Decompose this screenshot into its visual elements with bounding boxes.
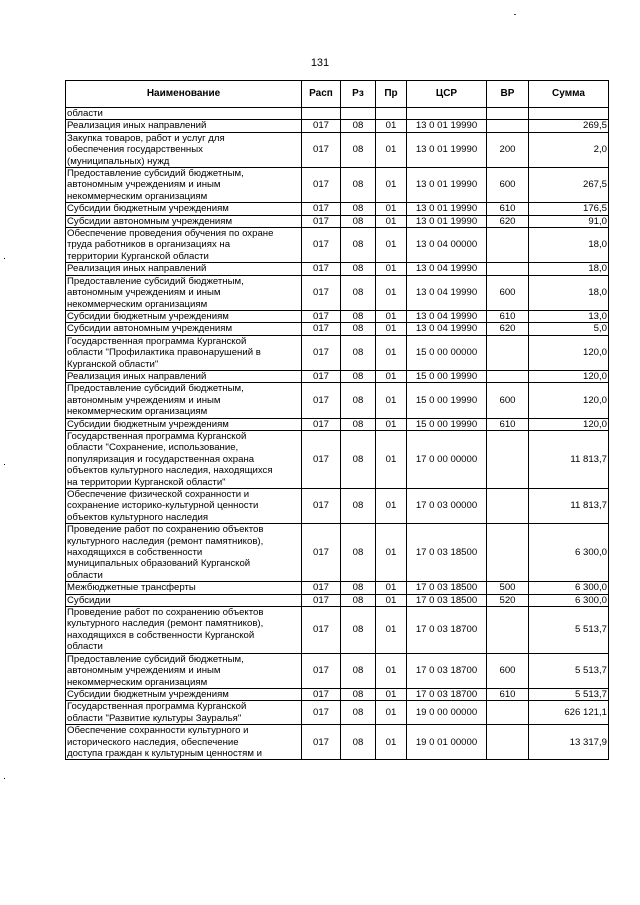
table-row	[66, 370, 609, 382]
cell-vr	[487, 370, 529, 382]
table-header-row	[66, 81, 609, 108]
cell-vr: 610	[487, 418, 529, 430]
cell-name: Предоставление субсидий бюджетным, автономным учреждениям и иным некоммерческим организациям	[66, 653, 302, 688]
cell-rasp: 017	[302, 203, 341, 215]
table-row	[66, 594, 609, 606]
cell-vr	[487, 524, 529, 582]
table-row	[66, 430, 609, 488]
cell-csr: 15 0 00 19990	[407, 383, 487, 418]
cell-csr: 13 0 01 19990	[407, 120, 487, 132]
margin-mark	[4, 464, 5, 465]
cell-pr: 01	[376, 524, 407, 582]
cell-csr: 13 0 01 19990	[407, 215, 487, 227]
cell-sum: 5,0	[529, 323, 609, 335]
cell-vr: 200	[487, 132, 529, 167]
cell-pr: 01	[376, 653, 407, 688]
cell-name: Государственная программа Курганской области "Развитие культуры Зауралья"	[66, 701, 302, 725]
cell-pr: 01	[376, 370, 407, 382]
cell-csr: 13 0 04 19990	[407, 275, 487, 310]
cell-sum: 11 813,7	[529, 489, 609, 524]
cell-sum: 176,5	[529, 203, 609, 215]
cell-vr	[487, 108, 529, 120]
cell-pr: 01	[376, 688, 407, 700]
cell-rasp: 017	[302, 582, 341, 594]
cell-csr: 17 0 03 18500	[407, 524, 487, 582]
cell-rasp: 017	[302, 263, 341, 275]
cell-name: Реализация иных направлений	[66, 120, 302, 132]
cell-pr	[376, 108, 407, 120]
table-row	[66, 310, 609, 322]
cell-vr	[487, 607, 529, 654]
table-row	[66, 725, 609, 760]
cell-name: Субсидии бюджетным учреждениям	[66, 203, 302, 215]
cell-name: Закупка товаров, работ и услуг для обеспечения государственных (муниципальных) нужд	[66, 132, 302, 167]
cell-vr	[487, 335, 529, 370]
cell-csr: 17 0 03 18500	[407, 582, 487, 594]
cell-name: Проведение работ по сохранению объектов культурного наследия (ремонт памятников), находящихся в собственности муниципальных образований Курганской области	[66, 524, 302, 582]
cell-pr: 01	[376, 168, 407, 203]
cell-rz: 08	[341, 383, 376, 418]
header-rz: Рз	[341, 81, 376, 108]
cell-csr: 13 0 01 19990	[407, 168, 487, 203]
cell-rasp: 017	[302, 168, 341, 203]
cell-rasp: 017	[302, 418, 341, 430]
cell-sum: 11 813,7	[529, 430, 609, 488]
cell-rz: 08	[341, 370, 376, 382]
header-rasp: Расп	[302, 81, 341, 108]
cell-rz: 08	[341, 524, 376, 582]
cell-csr: 19 0 01 00000	[407, 725, 487, 760]
cell-csr: 13 0 01 19990	[407, 132, 487, 167]
table-row	[66, 418, 609, 430]
cell-sum: 120,0	[529, 383, 609, 418]
table-row	[66, 108, 609, 120]
table-row	[66, 524, 609, 582]
cell-vr	[487, 228, 529, 263]
table-row	[66, 168, 609, 203]
cell-csr: 17 0 03 18700	[407, 653, 487, 688]
cell-rasp: 017	[302, 524, 341, 582]
cell-name: Реализация иных направлений	[66, 263, 302, 275]
cell-rz: 08	[341, 310, 376, 322]
cell-pr: 01	[376, 263, 407, 275]
cell-csr: 17 0 03 18700	[407, 688, 487, 700]
cell-name: Обеспечение проведения обучения по охране труда работников в организациях на территории Курганской области	[66, 228, 302, 263]
cell-pr: 01	[376, 215, 407, 227]
cell-rasp: 017	[302, 701, 341, 725]
cell-vr	[487, 725, 529, 760]
cell-rz: 08	[341, 263, 376, 275]
cell-name: Обеспечение сохранности культурного и исторического наследия, обеспечение доступа граждан к культурным ценностям и	[66, 725, 302, 760]
cell-rasp: 017	[302, 489, 341, 524]
cell-sum: 13 317,9	[529, 725, 609, 760]
cell-vr: 600	[487, 168, 529, 203]
cell-rz: 08	[341, 430, 376, 488]
cell-rz: 08	[341, 489, 376, 524]
cell-csr: 13 0 04 19990	[407, 263, 487, 275]
cell-csr	[407, 108, 487, 120]
cell-csr: 15 0 00 00000	[407, 335, 487, 370]
cell-name: Межбюджетные трансферты	[66, 582, 302, 594]
cell-sum	[529, 108, 609, 120]
cell-rasp	[302, 108, 341, 120]
cell-rasp: 017	[302, 310, 341, 322]
table-row	[66, 323, 609, 335]
cell-pr: 01	[376, 335, 407, 370]
cell-sum: 13,0	[529, 310, 609, 322]
cell-pr: 01	[376, 383, 407, 418]
cell-rz: 08	[341, 688, 376, 700]
cell-rasp: 017	[302, 653, 341, 688]
header-sum: Сумма	[529, 81, 609, 108]
cell-csr: 17 0 03 18500	[407, 594, 487, 606]
cell-sum: 91,0	[529, 215, 609, 227]
cell-rasp: 017	[302, 228, 341, 263]
cell-pr: 01	[376, 594, 407, 606]
cell-name: Субсидии автономным учреждениям	[66, 323, 302, 335]
cell-vr: 610	[487, 203, 529, 215]
cell-rz: 08	[341, 120, 376, 132]
cell-name: Субсидии автономным учреждениям	[66, 215, 302, 227]
cell-csr: 13 0 04 19990	[407, 323, 487, 335]
cell-pr: 01	[376, 120, 407, 132]
table-row	[66, 701, 609, 725]
header-pr: Пр	[376, 81, 407, 108]
cell-rz	[341, 108, 376, 120]
cell-name: Реализация иных направлений	[66, 370, 302, 382]
header-name: Наименование	[66, 81, 302, 108]
cell-pr: 01	[376, 725, 407, 760]
cell-vr: 520	[487, 594, 529, 606]
table-row	[66, 215, 609, 227]
cell-vr: 620	[487, 215, 529, 227]
cell-name: Обеспечение физической сохранности и сохранение историко-культурной ценности объектов культурного наследия	[66, 489, 302, 524]
cell-rasp: 017	[302, 323, 341, 335]
cell-rasp: 017	[302, 132, 341, 167]
cell-vr	[487, 489, 529, 524]
cell-sum: 6 300,0	[529, 594, 609, 606]
cell-name: Субсидии бюджетным учреждениям	[66, 688, 302, 700]
cell-pr: 01	[376, 310, 407, 322]
cell-pr: 01	[376, 430, 407, 488]
cell-name: Субсидии бюджетным учреждениям	[66, 418, 302, 430]
cell-sum: 267,5	[529, 168, 609, 203]
cell-vr	[487, 263, 529, 275]
cell-csr: 17 0 03 00000	[407, 489, 487, 524]
cell-rasp: 017	[302, 430, 341, 488]
margin-mark	[4, 778, 5, 779]
cell-name: Предоставление субсидий бюджетным, автономным учреждениям и иным некоммерческим организациям	[66, 383, 302, 418]
cell-vr	[487, 701, 529, 725]
cell-sum: 18,0	[529, 228, 609, 263]
cell-rz: 08	[341, 132, 376, 167]
cell-sum: 269,5	[529, 120, 609, 132]
table-row	[66, 132, 609, 167]
cell-vr: 500	[487, 582, 529, 594]
cell-rasp: 017	[302, 215, 341, 227]
cell-sum: 2,0	[529, 132, 609, 167]
cell-vr: 600	[487, 653, 529, 688]
table-row	[66, 228, 609, 263]
cell-sum: 6 300,0	[529, 582, 609, 594]
cell-sum: 120,0	[529, 418, 609, 430]
cell-csr: 17 0 03 18700	[407, 607, 487, 654]
cell-rasp: 017	[302, 594, 341, 606]
scan-dot	[514, 14, 516, 15]
cell-rz: 08	[341, 582, 376, 594]
cell-pr: 01	[376, 275, 407, 310]
cell-rasp: 017	[302, 383, 341, 418]
page-number: 131	[310, 57, 330, 69]
cell-rz: 08	[341, 323, 376, 335]
table-row	[66, 688, 609, 700]
cell-rasp: 017	[302, 275, 341, 310]
cell-rz: 08	[341, 701, 376, 725]
cell-pr: 01	[376, 418, 407, 430]
cell-rz: 08	[341, 594, 376, 606]
cell-rz: 08	[341, 168, 376, 203]
table-row	[66, 383, 609, 418]
cell-sum: 120,0	[529, 370, 609, 382]
table-row	[66, 489, 609, 524]
cell-pr: 01	[376, 489, 407, 524]
cell-name: Государственная программа Курганской области "Сохранение, использование, популяризация и государственная охрана объектов культурного наследия, находящихся на территории Курганской области"	[66, 430, 302, 488]
cell-pr: 01	[376, 132, 407, 167]
cell-name: Предоставление субсидий бюджетным, автономным учреждениям и иным некоммерческим организациям	[66, 168, 302, 203]
header-csr: ЦСР	[407, 81, 487, 108]
cell-pr: 01	[376, 323, 407, 335]
cell-vr	[487, 430, 529, 488]
cell-rz: 08	[341, 215, 376, 227]
cell-vr: 610	[487, 310, 529, 322]
table-row	[66, 275, 609, 310]
cell-sum: 5 513,7	[529, 653, 609, 688]
cell-name: Проведение работ по сохранению объектов культурного наследия (ремонт памятников), находящихся в собственности Курганской области	[66, 607, 302, 654]
cell-vr: 600	[487, 275, 529, 310]
header-vr: ВР	[487, 81, 529, 108]
cell-rz: 08	[341, 725, 376, 760]
cell-pr: 01	[376, 701, 407, 725]
cell-rasp: 017	[302, 725, 341, 760]
cell-csr: 19 0 00 00000	[407, 701, 487, 725]
cell-sum: 5 513,7	[529, 607, 609, 654]
budget-table	[65, 80, 609, 760]
cell-rz: 08	[341, 607, 376, 654]
cell-name: Субсидии	[66, 594, 302, 606]
cell-name: Государственная программа Курганской области "Профилактика правонарушений в Курганской области"	[66, 335, 302, 370]
cell-csr: 13 0 04 19990	[407, 310, 487, 322]
table-row	[66, 653, 609, 688]
table-row	[66, 582, 609, 594]
cell-name: области	[66, 108, 302, 120]
cell-sum: 6 300,0	[529, 524, 609, 582]
table-row	[66, 335, 609, 370]
cell-name: Предоставление субсидий бюджетным, автономным учреждениям и иным некоммерческим организациям	[66, 275, 302, 310]
cell-sum: 626 121,1	[529, 701, 609, 725]
cell-csr: 17 0 00 00000	[407, 430, 487, 488]
table-row	[66, 263, 609, 275]
cell-rasp: 017	[302, 607, 341, 654]
cell-pr: 01	[376, 228, 407, 263]
cell-name: Субсидии бюджетным учреждениям	[66, 310, 302, 322]
cell-rz: 08	[341, 335, 376, 370]
cell-rz: 08	[341, 653, 376, 688]
cell-rz: 08	[341, 203, 376, 215]
table-row	[66, 607, 609, 654]
cell-vr: 600	[487, 383, 529, 418]
cell-csr: 13 0 01 19990	[407, 203, 487, 215]
cell-csr: 15 0 00 19990	[407, 370, 487, 382]
cell-pr: 01	[376, 582, 407, 594]
cell-rasp: 017	[302, 370, 341, 382]
cell-sum: 18,0	[529, 275, 609, 310]
cell-rz: 08	[341, 228, 376, 263]
cell-rz: 08	[341, 275, 376, 310]
cell-rasp: 017	[302, 335, 341, 370]
cell-pr: 01	[376, 203, 407, 215]
cell-pr: 01	[376, 607, 407, 654]
table-body	[66, 108, 609, 760]
cell-csr: 15 0 00 19990	[407, 418, 487, 430]
cell-sum: 120,0	[529, 335, 609, 370]
cell-vr: 610	[487, 688, 529, 700]
cell-vr: 620	[487, 323, 529, 335]
cell-vr	[487, 120, 529, 132]
margin-mark	[4, 258, 5, 259]
cell-rz: 08	[341, 418, 376, 430]
cell-rasp: 017	[302, 120, 341, 132]
cell-sum: 18,0	[529, 263, 609, 275]
table-row	[66, 203, 609, 215]
cell-sum: 5 513,7	[529, 688, 609, 700]
cell-rasp: 017	[302, 688, 341, 700]
table-row	[66, 120, 609, 132]
cell-csr: 13 0 04 00000	[407, 228, 487, 263]
